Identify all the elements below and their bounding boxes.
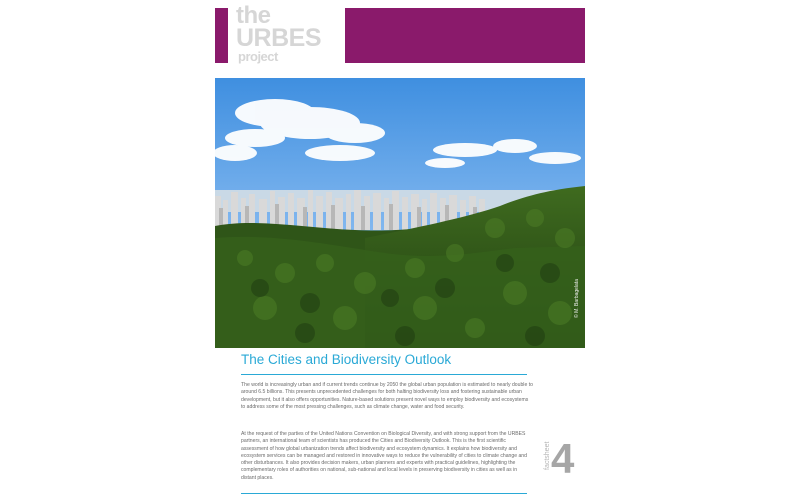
section-title: The Cities and Biodiversity Outlook — [241, 352, 452, 367]
paragraph-outlook: At the request of the parties of the United Nations Convention on Biological Diversity, and with strong support from the URBES partners, an international team of scientists has produced the Cities and Biodiversity Outlook. This is the first scientific assessment of how global urbanization trends affect biodiversity and ecosystem dynamics. It explains how biodiversity and ecosystem services can be managed and restored in innovative ways to reduce the vulnerability of cities to climate change and other disturbances. It also provides decision makers, urban planners and experts with practical guidelines, highlighting the complementary roles of authorities on national, sub-national and local levels in preserving biodiversity in cities as well as in distant places. — [241, 431, 527, 481]
cover-photo — [215, 78, 585, 348]
logo-line-the: the — [236, 2, 271, 29]
factsheet-number: 4 — [551, 435, 575, 482]
header-band-left — [215, 8, 228, 63]
logo-line-project: project — [238, 49, 278, 64]
title-rule — [241, 374, 527, 375]
factsheet-label: factsheet — [544, 441, 551, 470]
photo-credit: © M. Barbagelata — [574, 279, 580, 318]
urbes-logo — [236, 4, 336, 66]
header-band-right — [345, 8, 585, 63]
bottom-rule — [241, 493, 527, 494]
paragraph-intro: The world is increasingly urban and if current trends continue by 2050 the global urban population is estimated to nearly double to around 6.5 billions. This presents unprecedented challenges for both halting biodiversity loss and fostering sustainable urban development, but it also offers opportunities. Nature-based solutions present novel ways to employ biodiversity and ecosystems to address some of the most pressing challenges, such as climate change, water and food security. — [241, 382, 533, 410]
logo-line-urbes: URBES — [236, 24, 322, 52]
